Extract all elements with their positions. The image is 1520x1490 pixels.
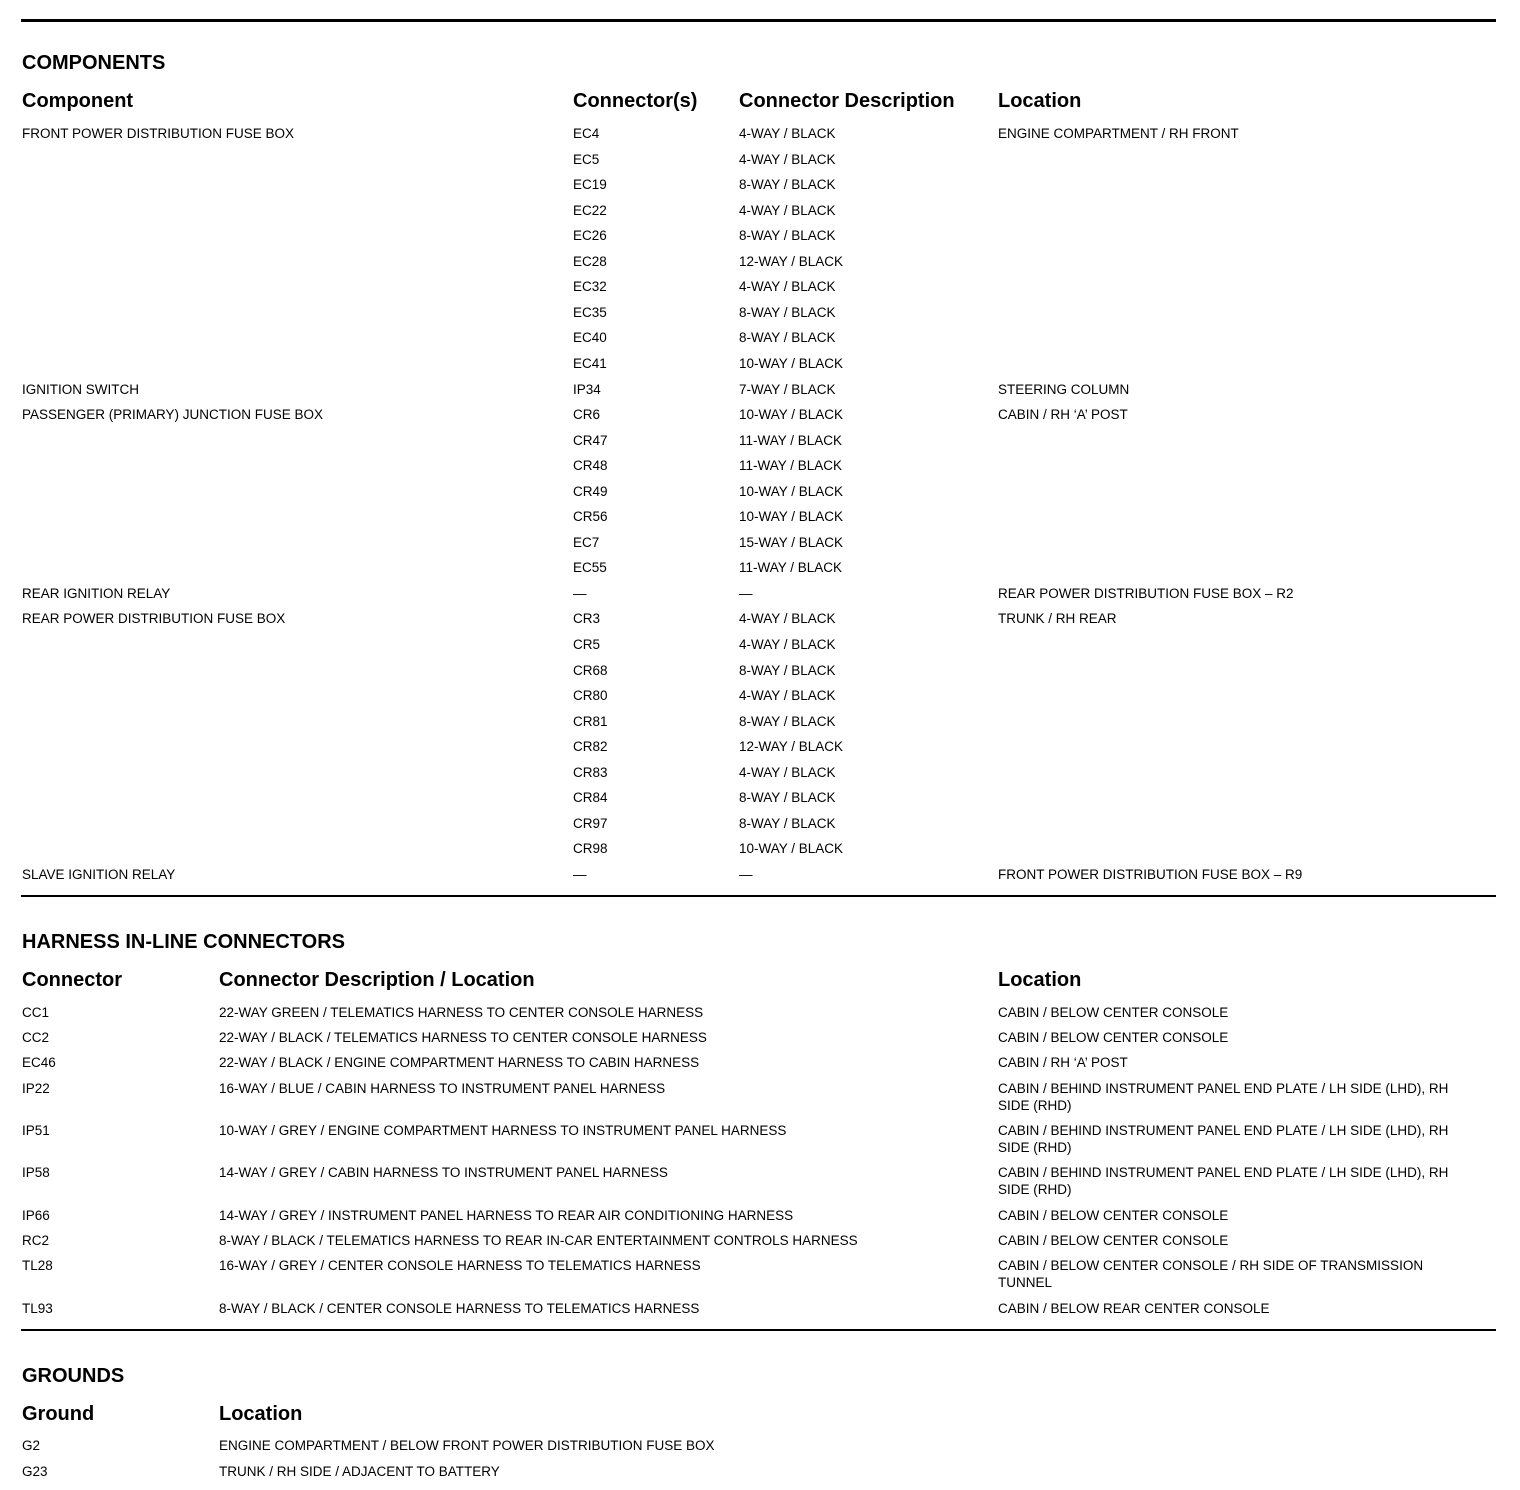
component-name: IGNITION SWITCH xyxy=(22,382,139,397)
harness-connector-id: CC1 xyxy=(22,1005,50,1020)
harness-location: CABIN / BELOW CENTER CONSOLE xyxy=(998,1208,1229,1223)
connector-id: EC40 xyxy=(573,330,607,345)
connector-description: 10-WAY / BLACK xyxy=(739,356,844,371)
connector-id: CR48 xyxy=(573,458,608,473)
harness-description: 8-WAY / BLACK / TELEMATICS HARNESS TO REAR IN-CAR ENTERTAINMENT CONTROLS HARNESS xyxy=(219,1233,858,1248)
connector-description: 8-WAY / BLACK xyxy=(739,330,836,345)
harness-connector-id: TL93 xyxy=(22,1301,53,1316)
harness-description: 22-WAY GREEN / TELEMATICS HARNESS TO CENTER CONSOLE HARNESS xyxy=(219,1005,704,1020)
harness-description: 14-WAY / GREY / CABIN HARNESS TO INSTRUMENT PANEL HARNESS xyxy=(219,1165,668,1180)
component-location: STEERING COLUMN xyxy=(998,382,1130,397)
connector-description: 8-WAY / BLACK xyxy=(739,663,836,678)
connector-description: — xyxy=(739,867,753,882)
components-header-description: Connector Description xyxy=(739,90,955,112)
connector-id: EC35 xyxy=(573,305,607,320)
harness-description: 16-WAY / GREY / CENTER CONSOLE HARNESS TO TELEMATICS HARNESS xyxy=(219,1258,701,1273)
harness-connector-id: IP66 xyxy=(22,1208,50,1223)
harness-connector-id: IP51 xyxy=(22,1123,50,1138)
harness-connector-id: IP58 xyxy=(22,1165,50,1180)
components-section-title: COMPONENTS xyxy=(22,52,166,74)
top-rule xyxy=(21,19,1496,22)
harness-location: CABIN / RH ‘A’ POST xyxy=(998,1055,1128,1070)
connector-description: 8-WAY / BLACK xyxy=(739,177,836,192)
harness-description: 10-WAY / GREY / ENGINE COMPARTMENT HARNESS TO INSTRUMENT PANEL HARNESS xyxy=(219,1123,787,1138)
harness-header-connector: Connector xyxy=(22,969,122,991)
harness-location: CABIN / BELOW CENTER CONSOLE xyxy=(998,1005,1229,1020)
connector-id: CR97 xyxy=(573,816,608,831)
harness-location: CABIN / BELOW REAR CENTER CONSOLE xyxy=(998,1301,1270,1316)
component-name: REAR IGNITION RELAY xyxy=(22,586,171,601)
ground-location: ENGINE COMPARTMENT / BELOW FRONT POWER DISTRIBUTION FUSE BOX xyxy=(219,1438,715,1453)
connector-id: CR5 xyxy=(573,637,601,652)
connector-id: EC55 xyxy=(573,560,607,575)
harness-description: 8-WAY / BLACK / CENTER CONSOLE HARNESS TO TELEMATICS HARNESS xyxy=(219,1301,700,1316)
grounds-header-location: Location xyxy=(219,1403,303,1425)
connector-description: 8-WAY / BLACK xyxy=(739,228,836,243)
harness-header-description: Connector Description / Location xyxy=(219,969,535,991)
connector-id: CR80 xyxy=(573,688,608,703)
connector-id: CR83 xyxy=(573,765,608,780)
connector-description: 8-WAY / BLACK xyxy=(739,816,836,831)
connector-id: EC7 xyxy=(573,535,600,550)
component-location: TRUNK / RH REAR xyxy=(998,611,1117,626)
harness-location: CABIN / BEHIND INSTRUMENT PANEL END PLATE / LH SIDE (LHD), RH SIDE (RHD) xyxy=(998,1165,1449,1197)
ground-id: G23 xyxy=(22,1464,48,1479)
component-name: SLAVE IGNITION RELAY xyxy=(22,867,176,882)
component-name: FRONT POWER DISTRIBUTION FUSE BOX xyxy=(22,126,295,141)
connector-id: CR81 xyxy=(573,714,608,729)
connector-id: EC22 xyxy=(573,203,607,218)
connector-id: CR68 xyxy=(573,663,608,678)
connector-id: CR98 xyxy=(573,841,608,856)
section-rule xyxy=(21,895,1496,897)
harness-description: 16-WAY / BLUE / CABIN HARNESS TO INSTRUMENT PANEL HARNESS xyxy=(219,1081,666,1096)
connector-description: 4-WAY / BLACK xyxy=(739,152,836,167)
connector-id: EC32 xyxy=(573,279,607,294)
harness-connector-id: EC46 xyxy=(22,1055,56,1070)
connector-description: 11-WAY / BLACK xyxy=(739,560,843,575)
harness-connector-id: TL28 xyxy=(22,1258,53,1273)
harness-description: 14-WAY / GREY / INSTRUMENT PANEL HARNESS TO REAR AIR CONDITIONING HARNESS xyxy=(219,1208,794,1223)
harness-section-title: HARNESS IN-LINE CONNECTORS xyxy=(22,931,345,953)
component-location: ENGINE COMPARTMENT / RH FRONT xyxy=(998,126,1239,141)
connector-id: EC19 xyxy=(573,177,607,192)
harness-connector-id: CC2 xyxy=(22,1030,50,1045)
section-rule xyxy=(21,1329,1496,1331)
connector-id: CR82 xyxy=(573,739,608,754)
connector-id: CR84 xyxy=(573,790,608,805)
connector-description: 8-WAY / BLACK xyxy=(739,790,836,805)
connector-id: CR56 xyxy=(573,509,608,524)
connector-description: 8-WAY / BLACK xyxy=(739,714,836,729)
components-header-location: Location xyxy=(998,90,1082,112)
connector-description: 4-WAY / BLACK xyxy=(739,611,836,626)
harness-location: CABIN / BEHIND INSTRUMENT PANEL END PLATE / LH SIDE (LHD), RH SIDE (RHD) xyxy=(998,1123,1449,1155)
components-header-component: Component xyxy=(22,90,134,112)
harness-location: CABIN / BEHIND INSTRUMENT PANEL END PLATE / LH SIDE (LHD), RH SIDE (RHD) xyxy=(998,1081,1449,1113)
component-location: FRONT POWER DISTRIBUTION FUSE BOX – R9 xyxy=(998,867,1303,882)
connector-description: 10-WAY / BLACK xyxy=(739,509,844,524)
connector-description: 10-WAY / BLACK xyxy=(739,841,844,856)
connector-description: 4-WAY / BLACK xyxy=(739,688,836,703)
connector-id: CR49 xyxy=(573,484,608,499)
connector-description: 15-WAY / BLACK xyxy=(739,535,844,550)
connector-id: — xyxy=(573,586,587,601)
connector-id: EC28 xyxy=(573,254,607,269)
component-location: REAR POWER DISTRIBUTION FUSE BOX – R2 xyxy=(998,586,1294,601)
connector-description: 11-WAY / BLACK xyxy=(739,433,843,448)
connector-description: 8-WAY / BLACK xyxy=(739,305,836,320)
harness-description: 22-WAY / BLACK / ENGINE COMPARTMENT HARNESS TO CABIN HARNESS xyxy=(219,1055,700,1070)
connector-description: 4-WAY / BLACK xyxy=(739,279,836,294)
connector-id: — xyxy=(573,867,587,882)
components-header-connectors: Connector(s) xyxy=(573,90,698,112)
harness-location: CABIN / BELOW CENTER CONSOLE / RH SIDE OF TRANSMISSION TUNNEL xyxy=(998,1258,1424,1290)
grounds-section-title: GROUNDS xyxy=(22,1365,125,1387)
harness-description: 22-WAY / BLACK / TELEMATICS HARNESS TO CENTER CONSOLE HARNESS xyxy=(219,1030,707,1045)
ground-id: G2 xyxy=(22,1438,41,1453)
connector-id: EC41 xyxy=(573,356,607,371)
connector-description: — xyxy=(739,586,753,601)
connector-description: 4-WAY / BLACK xyxy=(739,126,836,141)
connector-id: CR3 xyxy=(573,611,601,626)
component-location: CABIN / RH ‘A’ POST xyxy=(998,407,1128,422)
connector-id: EC5 xyxy=(573,152,600,167)
connector-id: EC26 xyxy=(573,228,607,243)
ground-location: TRUNK / RH SIDE / ADJACENT TO BATTERY xyxy=(219,1464,500,1479)
connector-description: 11-WAY / BLACK xyxy=(739,458,843,473)
harness-location: CABIN / BELOW CENTER CONSOLE xyxy=(998,1030,1229,1045)
connector-description: 12-WAY / BLACK xyxy=(739,739,844,754)
component-name: PASSENGER (PRIMARY) JUNCTION FUSE BOX xyxy=(22,407,324,422)
connector-id: CR6 xyxy=(573,407,601,422)
harness-connector-id: IP22 xyxy=(22,1081,50,1096)
harness-connector-id: RC2 xyxy=(22,1233,50,1248)
harness-header-location: Location xyxy=(998,969,1082,991)
connector-description: 10-WAY / BLACK xyxy=(739,484,844,499)
connector-description: 4-WAY / BLACK xyxy=(739,765,836,780)
connector-description: 10-WAY / BLACK xyxy=(739,407,844,422)
connector-id: EC4 xyxy=(573,126,600,141)
connector-description: 12-WAY / BLACK xyxy=(739,254,844,269)
harness-location: CABIN / BELOW CENTER CONSOLE xyxy=(998,1233,1229,1248)
component-name: REAR POWER DISTRIBUTION FUSE BOX xyxy=(22,611,286,626)
connector-description: 4-WAY / BLACK xyxy=(739,637,836,652)
connector-id: CR47 xyxy=(573,433,608,448)
connector-id: IP34 xyxy=(573,382,601,397)
connector-description: 7-WAY / BLACK xyxy=(739,382,836,397)
grounds-header-ground: Ground xyxy=(22,1403,95,1425)
connector-description: 4-WAY / BLACK xyxy=(739,203,836,218)
